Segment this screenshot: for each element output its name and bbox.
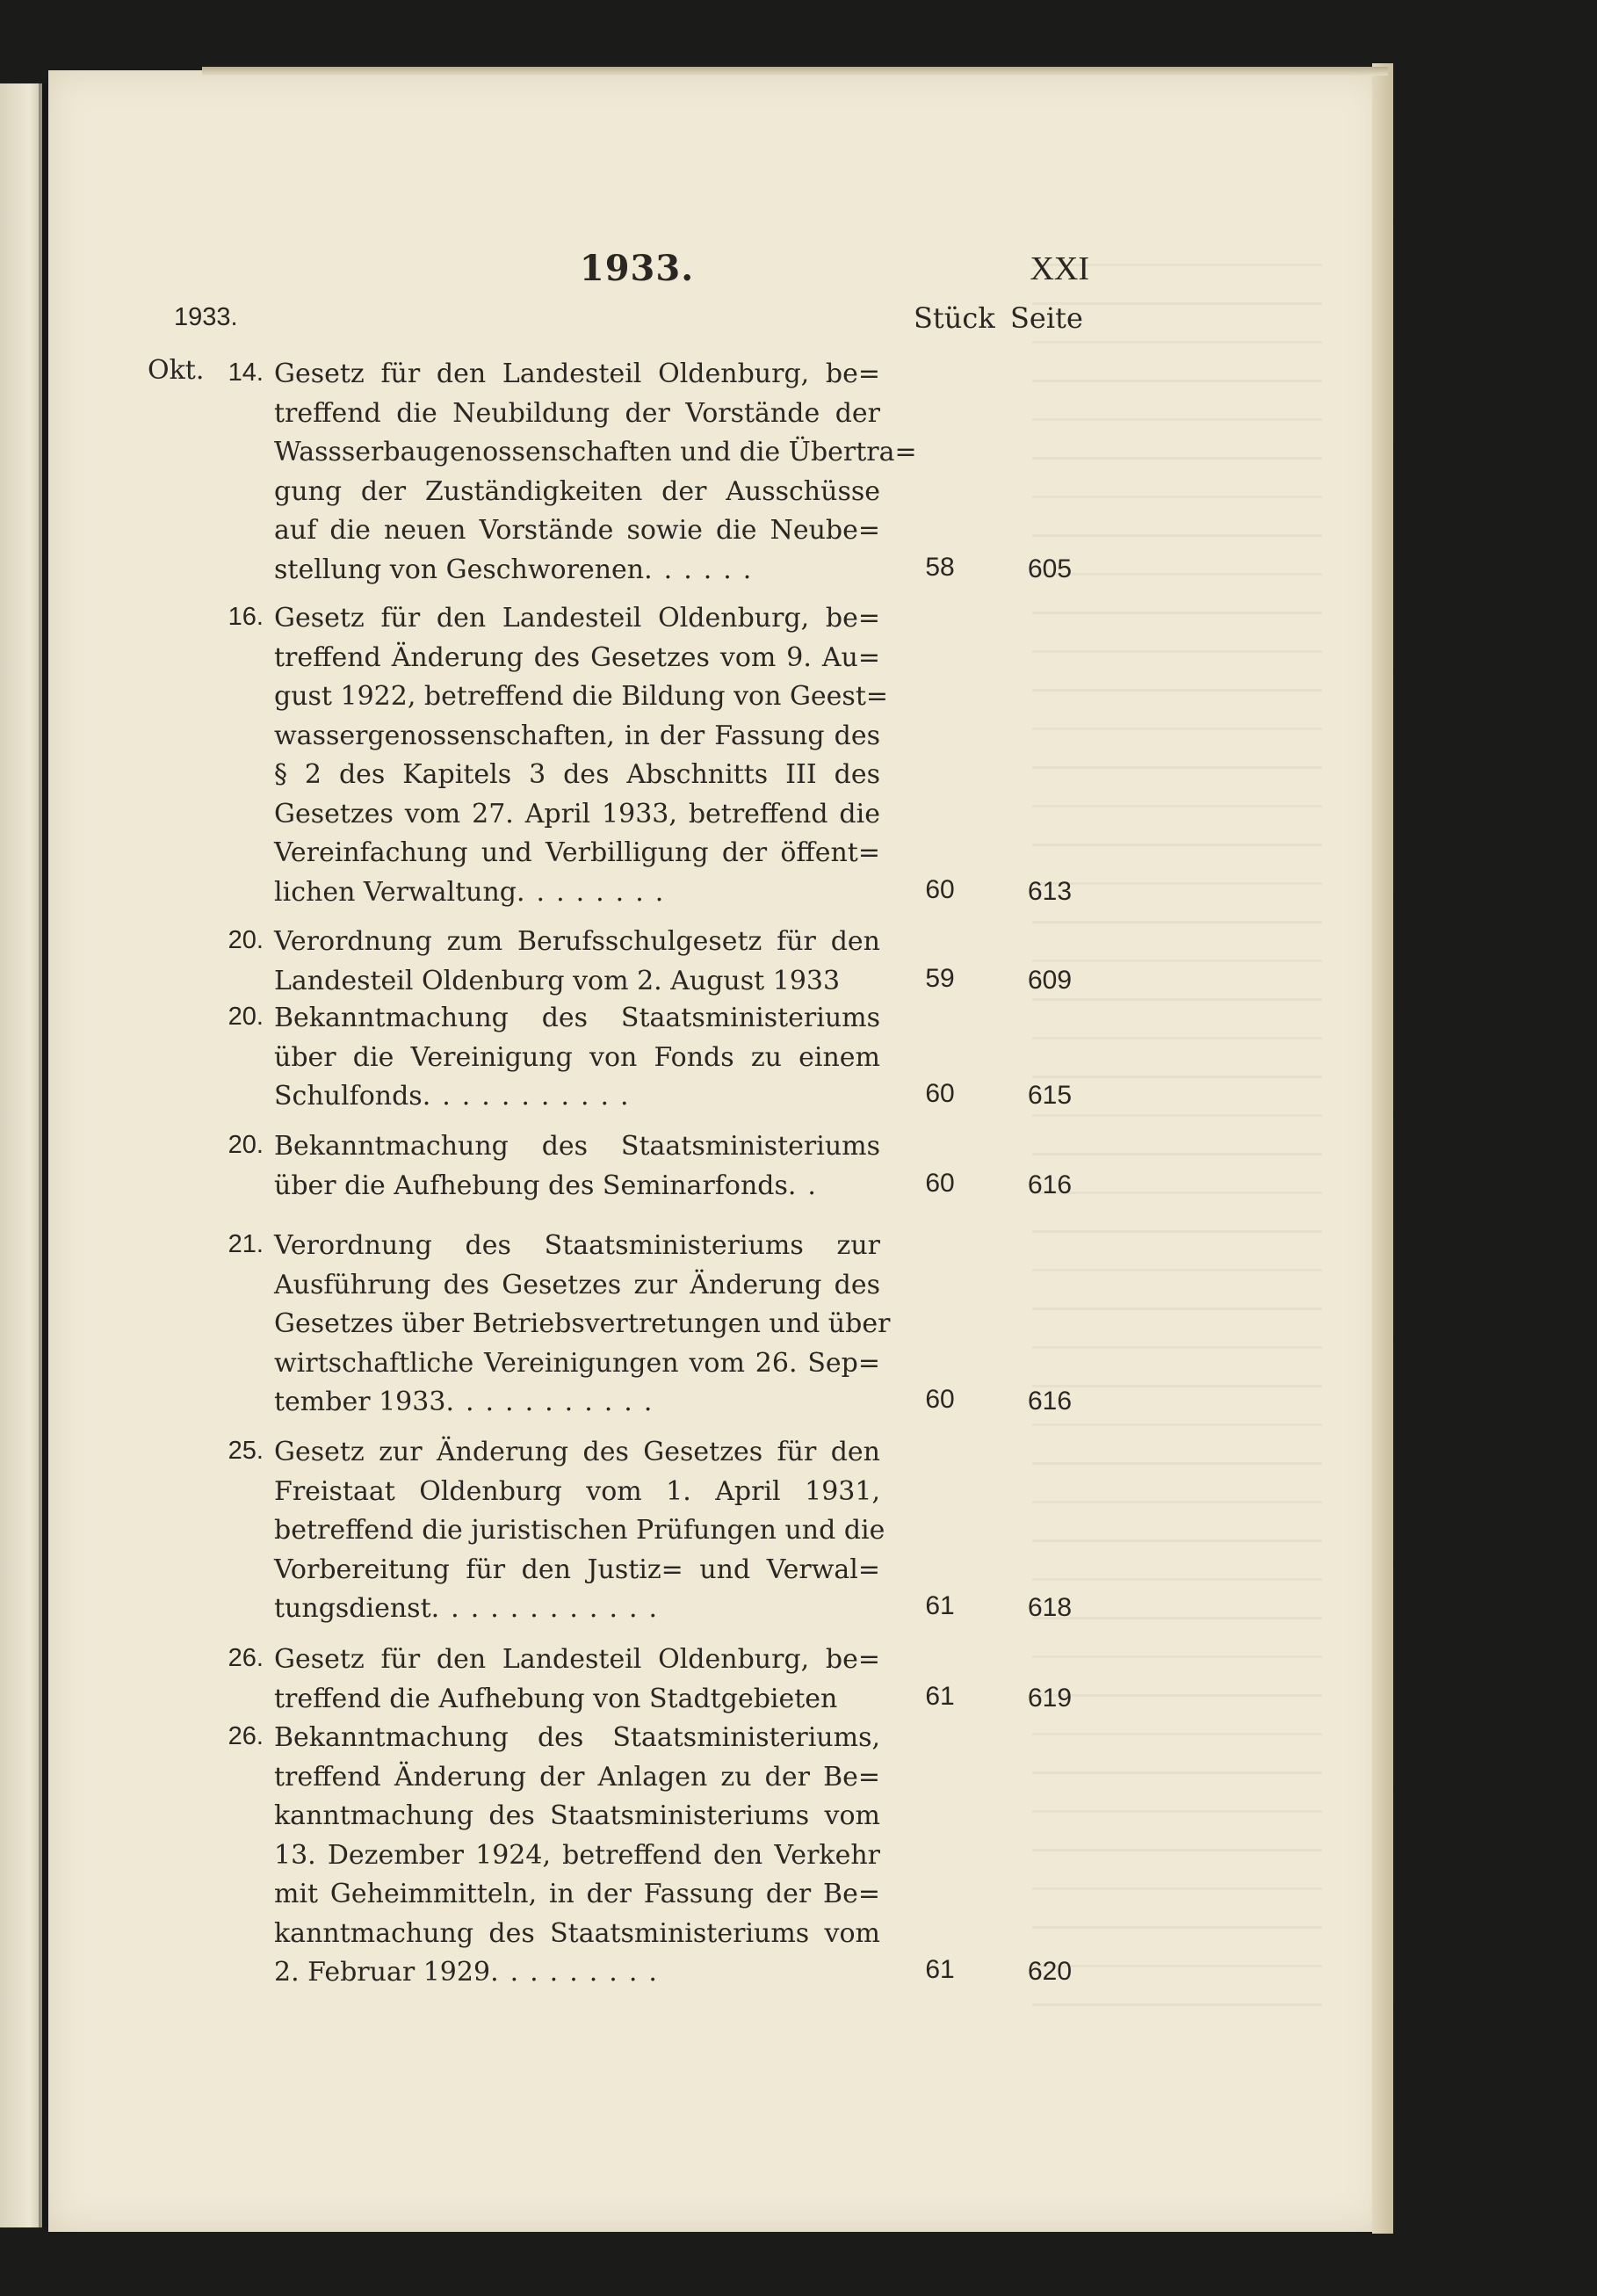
entry-text-line bbox=[274, 999, 880, 1038]
entry-seite: 619 bbox=[1027, 1683, 1073, 1713]
entry-text: Bekanntmachung des Staatsministeriums bbox=[274, 1003, 880, 1033]
entry-text-line bbox=[274, 1915, 880, 1953]
entry-stueck: 60 bbox=[925, 1168, 955, 1198]
entry-text-line bbox=[274, 795, 880, 834]
entry-seite: 616 bbox=[1027, 1170, 1073, 1199]
entry-stueck: 61 bbox=[925, 1681, 955, 1711]
entry-day: 16. bbox=[228, 603, 264, 631]
entry-text-line bbox=[274, 1875, 880, 1914]
entry-seite: 620 bbox=[1027, 1957, 1073, 1986]
entry-stueck: 61 bbox=[925, 1591, 955, 1620]
entry-text: lichen Verwaltung bbox=[274, 876, 517, 908]
column-year: 1933. bbox=[174, 303, 238, 331]
entry-text: mit Geheimmitteln, in der Fassung der Be= bbox=[274, 1879, 880, 1909]
entry-text: 13. Dezember 1924, betreffend den Verkehr bbox=[274, 1839, 880, 1871]
entry-text-line bbox=[274, 1039, 880, 1077]
column-seite: Seite bbox=[1010, 301, 1083, 335]
entry-text-line bbox=[274, 717, 880, 756]
page-fore-edge bbox=[1372, 63, 1393, 2234]
entry-text-line bbox=[274, 1551, 880, 1590]
entry-text: Ausführung des Gesetzes zur Änderung des bbox=[274, 1269, 880, 1300]
page-top-edge bbox=[202, 67, 1388, 76]
entry-text: treffend die Aufhebung von Stadtgebieten bbox=[274, 1683, 838, 1714]
dot-leader: ........... bbox=[422, 1081, 640, 1112]
entry-text-line bbox=[274, 1511, 885, 1550]
entry-text: § 2 des Kapitels 3 des Abschnitts III des bbox=[274, 759, 880, 790]
entry-text: Vereinfachung und Verbilligung der öffent= bbox=[274, 837, 880, 868]
entry-seite: 609 bbox=[1027, 965, 1073, 995]
entry-text-line bbox=[274, 511, 880, 550]
entry-text: treffend die Neubildung der Vorstände der bbox=[274, 397, 880, 429]
entry-text-line bbox=[274, 1127, 880, 1166]
entry-text: wassergenossenschaften, in der Fassung des bbox=[274, 720, 880, 751]
entry-text: Schulfonds bbox=[274, 1081, 423, 1112]
dot-leader: ............ bbox=[430, 1593, 669, 1624]
entry-text-line bbox=[274, 551, 880, 590]
entry-text-line bbox=[274, 962, 880, 1001]
dot-leader: .. bbox=[787, 1170, 827, 1201]
entry-text-line bbox=[274, 1227, 880, 1265]
entry-text: treffend Änderung des Gesetzes vom 9. Au= bbox=[274, 641, 880, 673]
dot-leader: ........ bbox=[517, 876, 676, 908]
entry-text: Gesetz für den Landesteil Oldenburg, be= bbox=[274, 1644, 880, 1675]
entry-text: tember 1933 bbox=[274, 1387, 446, 1417]
entry-text: Bekanntmachung des Staatsministeriums, bbox=[274, 1722, 880, 1753]
entry-text: Verordnung des Staatsministeriums zur bbox=[274, 1230, 880, 1261]
entry-stueck: 60 bbox=[925, 1385, 955, 1414]
entry-text-line bbox=[274, 599, 880, 638]
entry-text-line bbox=[274, 1719, 880, 1757]
entry-text-line bbox=[274, 473, 880, 511]
entry-text-line bbox=[274, 1797, 880, 1836]
entry-text: Bekanntmachung des Staatsministeriums bbox=[274, 1131, 880, 1162]
entry-seite: 615 bbox=[1027, 1081, 1073, 1110]
entry-day: 26. bbox=[228, 1722, 264, 1750]
entry-text: Gesetzes über Betriebsvertretungen und über bbox=[274, 1308, 891, 1339]
facing-page-edge bbox=[0, 83, 42, 2227]
entry-stueck: 61 bbox=[925, 1955, 955, 1984]
dot-leader: ...... bbox=[644, 554, 763, 585]
entry-stueck: 60 bbox=[925, 1079, 955, 1108]
entry-text-line bbox=[274, 1590, 880, 1628]
entry-text: Wassserbaugenossenschaften und die Übertra= bbox=[274, 437, 917, 467]
entry-text: Landesteil Oldenburg vom 2. August 1933 bbox=[274, 965, 841, 996]
entry-text-line bbox=[274, 1473, 880, 1511]
entry-text: treffend Änderung der Anlagen zu der Be= bbox=[274, 1761, 880, 1793]
running-head-year: 1933. bbox=[579, 248, 695, 289]
entry-seite: 605 bbox=[1027, 554, 1073, 583]
entry-text-line bbox=[274, 1641, 880, 1679]
entry-text: betreffend die juristischen Prüfungen und die bbox=[274, 1515, 885, 1546]
entry-day: 20. bbox=[228, 1131, 264, 1159]
entry-text-line bbox=[274, 1433, 880, 1472]
entry-text-line bbox=[274, 1077, 880, 1116]
entry-day: 14. bbox=[228, 359, 264, 387]
entry-text: kanntmachung des Staatsministeriums vom bbox=[274, 1800, 880, 1831]
entry-stueck: 59 bbox=[925, 963, 955, 993]
page-number: XXI bbox=[1030, 250, 1089, 287]
entry-text: Gesetz für den Landesteil Oldenburg, be= bbox=[274, 359, 880, 389]
entry-text-line bbox=[274, 433, 917, 472]
entry-text-line bbox=[274, 1680, 880, 1719]
entry-text: 2. Februar 1929 bbox=[274, 1957, 491, 1988]
entry-text-line bbox=[274, 1383, 880, 1422]
entry-text: auf die neuen Vorstände sowie die Neube= bbox=[274, 515, 880, 546]
entry-day: 25. bbox=[228, 1437, 264, 1465]
entry-text: Gesetzes vom 27. April 1933, betreffend die bbox=[274, 798, 880, 829]
entry-text: über die Aufhebung des Seminarfonds bbox=[274, 1170, 788, 1201]
entry-day: 26. bbox=[228, 1644, 264, 1672]
entry-seite: 613 bbox=[1027, 876, 1073, 906]
entry-text: Freistaat Oldenburg vom 1. April 1931, bbox=[274, 1475, 880, 1507]
entry-text-line bbox=[274, 1266, 880, 1305]
month-label: Okt. bbox=[148, 355, 205, 386]
entry-text-line bbox=[274, 873, 880, 912]
dot-leader: ......... bbox=[490, 1957, 668, 1988]
entry-text-line bbox=[274, 756, 880, 794]
entry-text: kanntmachung des Staatsministeriums vom bbox=[274, 1917, 880, 1949]
entry-text-line bbox=[274, 677, 889, 716]
entry-text-line bbox=[274, 395, 880, 433]
entry-text-line bbox=[274, 834, 880, 873]
column-stueck: Stück bbox=[914, 301, 995, 335]
entry-text-line bbox=[274, 1167, 880, 1206]
entry-text: Verordnung zum Berufsschulgesetz für den bbox=[274, 926, 880, 957]
entry-text: gung der Zuständigkeiten der Ausschüsse bbox=[274, 475, 880, 507]
entry-seite: 616 bbox=[1027, 1387, 1073, 1416]
entry-day: 21. bbox=[228, 1230, 264, 1258]
entry-stueck: 60 bbox=[925, 874, 955, 904]
entry-text-line bbox=[274, 1836, 880, 1875]
entry-stueck: 58 bbox=[925, 552, 955, 582]
entry-text: wirtschaftliche Vereinigungen vom 26. Sep= bbox=[274, 1347, 880, 1379]
entry-text-line bbox=[274, 1953, 880, 1992]
dot-leader: ........... bbox=[445, 1387, 664, 1417]
entry-text: Gesetz zur Änderung des Gesetzes für den bbox=[274, 1437, 880, 1467]
entry-text-line bbox=[274, 1758, 880, 1797]
entry-text: tungsdienst bbox=[274, 1593, 431, 1624]
entry-text: über die Vereinigung von Fonds zu einem bbox=[274, 1041, 880, 1073]
entry-text-line bbox=[274, 355, 880, 394]
entry-day: 20. bbox=[228, 926, 264, 954]
entry-text: Vorbereitung für den Justiz= und Verwal= bbox=[274, 1554, 880, 1585]
entry-seite: 618 bbox=[1027, 1593, 1073, 1622]
entry-day: 20. bbox=[228, 1003, 264, 1031]
entry-text-line bbox=[274, 1305, 891, 1344]
entry-text-line bbox=[274, 639, 880, 677]
entry-text: stellung von Geschworenen bbox=[274, 554, 645, 585]
entry-text: gust 1922, betreffend die Bildung von Geest= bbox=[274, 681, 889, 712]
entry-text-line bbox=[274, 923, 880, 961]
entry-text: Gesetz für den Landesteil Oldenburg, be= bbox=[274, 603, 880, 634]
entry-text-line bbox=[274, 1344, 880, 1383]
